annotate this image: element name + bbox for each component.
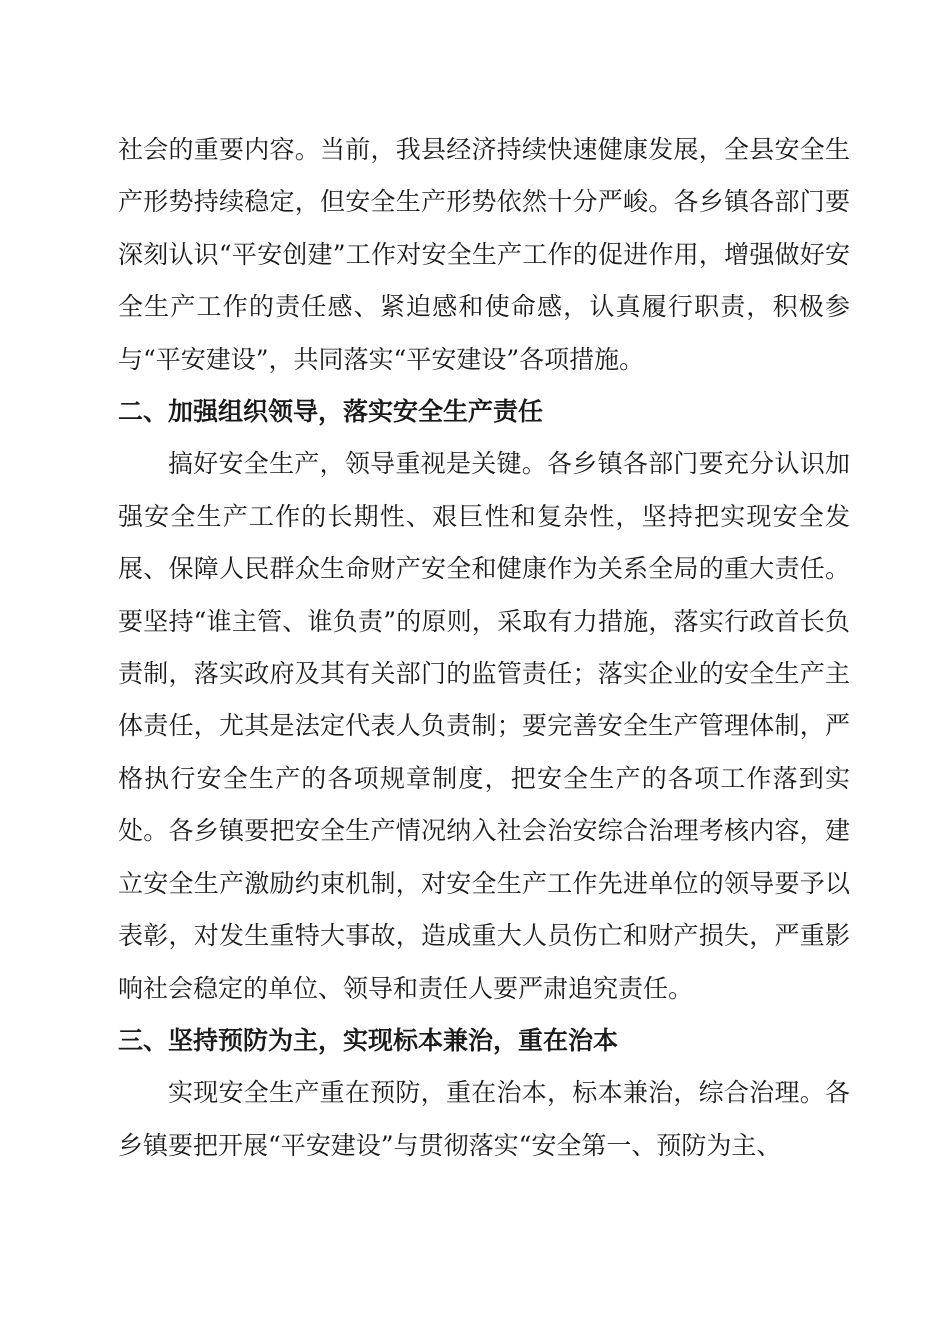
- body-paragraph: 实现安全生产重在预防，重在治本，标本兼治，综合治理。各乡镇要把开展“平安建设”与贯彻落实“安全第一、预防为主、: [118, 1078, 850, 1160]
- section-heading: 三、坚持预防为主，实现标本兼治，重在治本: [118, 1025, 619, 1055]
- document-page: [118, 124, 850, 1172]
- body-paragraph: 社会的重要内容。当前，我县经济持续快速健康发展，全县安全生产形势持续稳定，但安全生产形势依然十分严峻。各乡镇各部门要深刻认识“平安创建”工作对安全生产工作的促进作用，增强做好安全生产工作的责任感、紧迫感和使命感，认真履行职责，积极参与“平安建设”，共同落实“平安建设”各项措施。: [118, 135, 850, 374]
- body-paragraph: 搞好安全生产，领导重视是关键。各乡镇各部门要充分认识加强安全生产工作的长期性、艰巨性和复杂性，坚持把实现安全发展、保障人民群众生命财产安全和健康作为关系全局的重大责任。要坚持“谁主管、谁负责”的原则，采取有力措施，落实行政首长负责制，落实政府及其有关部门的监管责任；落实企业的安全生产主体责任，尤其是法定代表人负责制；要完善安全生产管理体制，严格执行安全生产的各项规章制度，把安全生产的各项工作落到实处。各乡镇要把安全生产情况纳入社会治安综合治理考核内容，建立安全生产激励约束机制，对安全生产工作先进单位的领导要予以表彰，对发生重特大事故，造成重大人员伤亡和财产损失，严重影响社会稳定的单位、领导和责任人要严肃追究责任。: [118, 449, 850, 1003]
- section-heading: 二、加强组织领导，落实安全生产责任: [118, 397, 544, 427]
